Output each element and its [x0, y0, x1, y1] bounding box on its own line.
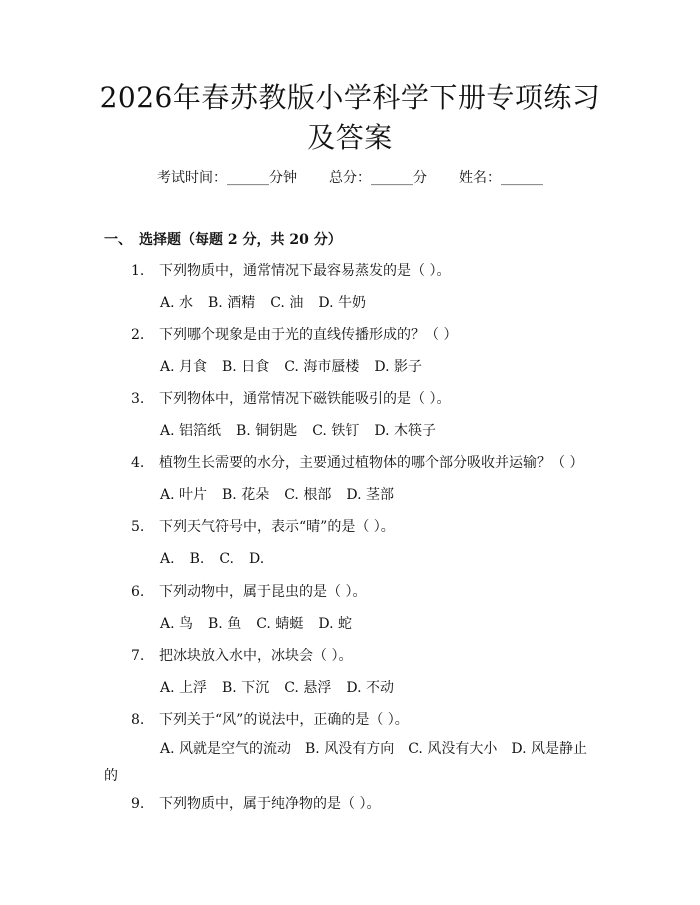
question-5-options	[160, 549, 279, 569]
question-number: 6.	[131, 584, 145, 600]
question-text: 下列物质中，通常情况下最容易蒸发的是（ ）。	[159, 263, 451, 279]
option-a: A. 月食	[160, 359, 208, 375]
question-number: 4.	[131, 455, 145, 471]
question-2	[131, 325, 457, 345]
option-d: D. 风是静止的	[104, 741, 587, 784]
question-4	[131, 453, 583, 473]
question-1-options	[160, 293, 381, 313]
option-d: D. 木筷子	[374, 423, 436, 439]
student-name-field: 姓名：______	[459, 170, 543, 186]
option-b: B.	[189, 551, 205, 567]
question-number: 3.	[131, 391, 145, 407]
option-c: C. 根部	[284, 487, 332, 503]
question-1	[131, 261, 450, 281]
section-heading	[104, 230, 342, 250]
question-6	[131, 582, 366, 602]
option-d: D. 茎部	[346, 487, 394, 503]
question-number: 9.	[131, 796, 145, 812]
option-a: A. 水	[160, 295, 194, 311]
option-b: B. 酒精	[208, 295, 256, 311]
section-number: 一、	[104, 232, 132, 248]
option-d: D. 牛奶	[318, 295, 366, 311]
option-a: A. 上浮	[160, 680, 208, 696]
question-7-options	[160, 678, 409, 698]
question-3	[131, 389, 450, 409]
option-b: B. 铜钥匙	[236, 423, 298, 439]
option-b: B. 下沉	[222, 680, 270, 696]
option-a: A. 叶片	[160, 487, 208, 503]
option-b: B. 风没有方向	[305, 741, 395, 757]
question-text: 植物生长需要的水分，主要通过植物体的哪个部分吸收并运输？（ ）	[159, 455, 584, 471]
question-number: 7.	[131, 648, 145, 664]
option-c: C. 油	[270, 295, 304, 311]
option-b: B. 日食	[222, 359, 270, 375]
question-text: 下列物体中，通常情况下磁铁能吸引的是（ ）。	[159, 391, 451, 407]
option-c: C.	[219, 551, 234, 567]
question-number: 8.	[131, 712, 145, 728]
question-7	[131, 646, 352, 666]
option-b: B. 鱼	[208, 616, 242, 632]
section-title: 选择题（每题 2 分，共 20 分）	[139, 232, 342, 248]
question-text: 下列天气符号中，表示“晴”的是（ ）。	[159, 519, 395, 535]
question-number: 2.	[131, 327, 145, 343]
option-b: B. 花朵	[222, 487, 270, 503]
option-a: A. 鸟	[160, 616, 194, 632]
option-d: D. 蛇	[318, 616, 352, 632]
exam-time-field: 考试时间：______分钟	[157, 170, 297, 186]
question-3-options	[160, 421, 451, 441]
option-a: A.	[160, 551, 175, 567]
option-c: C. 悬浮	[284, 680, 332, 696]
option-c: C. 蜻蜓	[256, 616, 304, 632]
option-c: C. 风没有大小	[408, 741, 498, 757]
option-a: A. 风就是空气的流动	[160, 741, 292, 757]
question-text: 下列动物中，属于昆虫的是（ ）。	[159, 584, 367, 600]
option-a: A. 铝箔纸	[160, 423, 222, 439]
option-d: D.	[248, 551, 265, 567]
question-text: 下列物质中，属于纯净物的是（ ）。	[159, 796, 381, 812]
option-d: D. 影子	[374, 359, 422, 375]
question-6-options	[160, 614, 367, 634]
question-number: 5.	[131, 519, 145, 535]
question-text: 下列哪个现象是由于光的直线传播形成的？（ ）	[159, 327, 458, 343]
question-2-options	[160, 357, 437, 377]
question-5	[131, 517, 395, 537]
question-9	[131, 794, 380, 814]
exam-info-line	[0, 168, 700, 188]
option-c: C. 铁钉	[312, 423, 360, 439]
total-score-field: 总分：______分	[329, 170, 427, 186]
page-title: 2026年春苏教版小学科学下册专项练习及答案	[99, 81, 601, 154]
question-4-options	[160, 485, 409, 505]
question-text: 把冰块放入水中，冰块会（ ）。	[159, 648, 353, 664]
option-c: C. 海市蜃楼	[284, 359, 360, 375]
question-8	[131, 710, 409, 730]
question-text: 下列关于“风”的说法中，正确的是（ ）。	[159, 712, 409, 728]
option-d: D. 不动	[346, 680, 394, 696]
question-number: 1.	[131, 263, 145, 279]
question-8-options	[104, 736, 596, 790]
